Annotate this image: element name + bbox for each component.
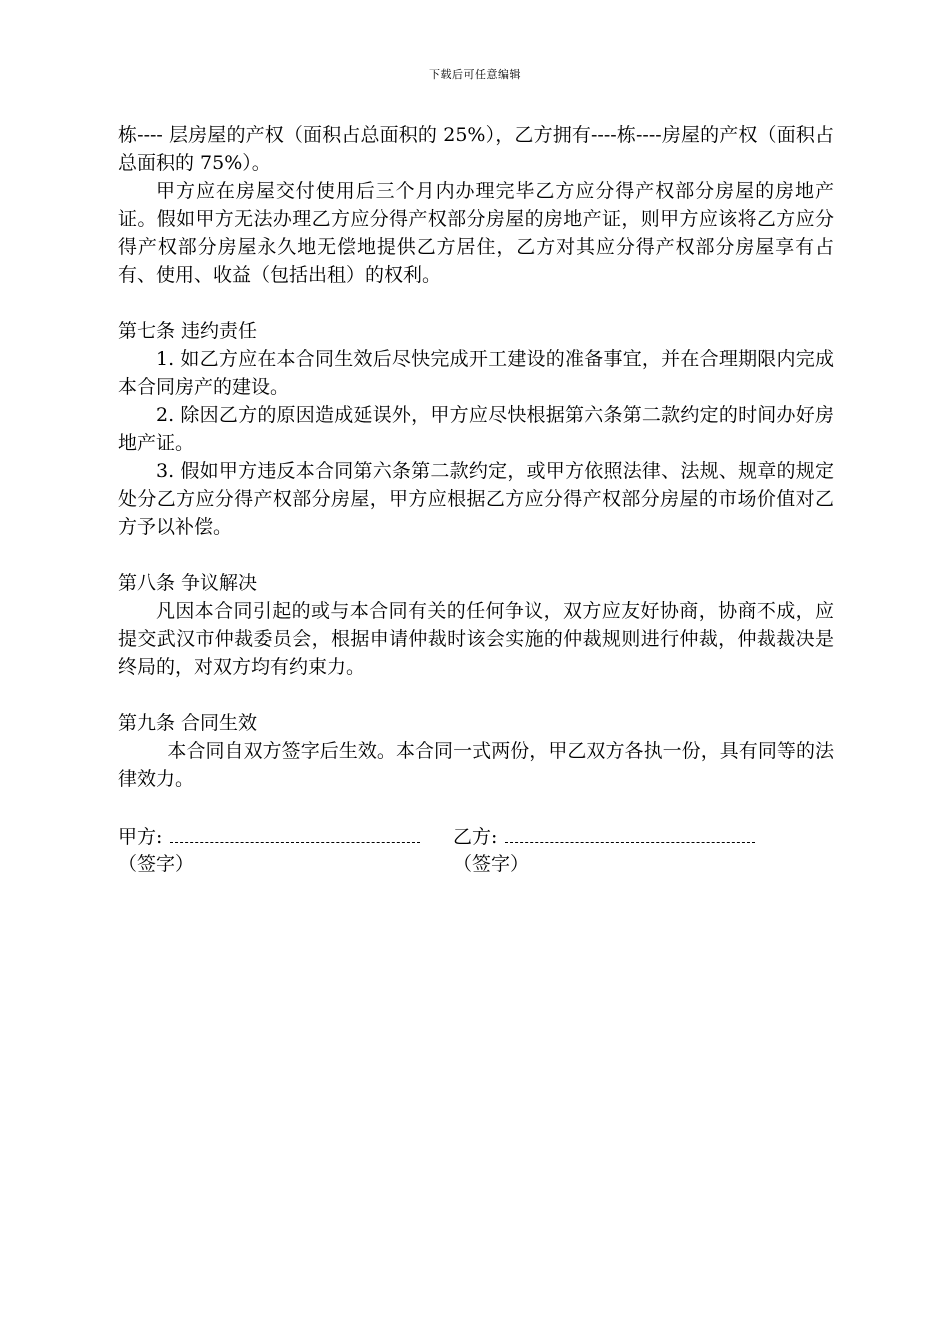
- party-b-label: 乙方:: [453, 826, 498, 848]
- party-a-signature: [118, 823, 420, 877]
- article7-item-1: 1. 如乙方应在本合同生效后尽快完成开工建设的准备事宜，并在合理期限内完成本合同房产的建设。: [118, 348, 834, 398]
- article9-heading: 第九条 合同生效: [118, 712, 258, 734]
- article7-item-3: 3. 假如甲方违反本合同第六条第二款约定，或甲方依照法律、法规、规章的规定处分乙方应分得产权部分房屋，甲方应根据乙方应分得产权部分房屋的市场价值对乙方予以补偿。: [118, 460, 834, 538]
- article6-tail-paragraph-2: 甲方应在房屋交付使用后三个月内办理完毕乙方应分得产权部分房屋的房地产证。假如甲方无法办理乙方应分得产权部分房屋的房地产证，则甲方应该将乙方应分得产权部分房屋永久地无偿地提供乙方居住，乙方对其应分得产权部分房屋享有占有、使用、收益（包括出租）的权利。: [118, 180, 834, 286]
- article6-tail-paragraph-1: 栋---- 层房屋的产权（面积占总面积的 25%），乙方拥有----栋----房屋的产权（面积占总面积的 75%）。: [118, 124, 834, 174]
- party-b-signature-line[interactable]: [505, 824, 755, 843]
- signature-section: [118, 823, 834, 883]
- party-a-signature-line[interactable]: [170, 824, 420, 843]
- article7-heading: 第七条 违约责任: [118, 320, 258, 342]
- document-body: [118, 121, 834, 883]
- party-a-label: 甲方:: [118, 826, 163, 848]
- party-b-signature: [453, 823, 755, 877]
- article7-item-2: 2. 除因乙方的原因造成延误外，甲方应尽快根据第六条第二款约定的时间办好房地产证。: [118, 404, 834, 454]
- party-b-sign-note: （签字）: [453, 853, 530, 875]
- article9-text: 本合同自双方签字后生效。本合同一式两份，甲乙双方各执一份，具有同等的法律效力。: [118, 740, 834, 790]
- article8-text: 凡因本合同引起的或与本合同有关的任何争议，双方应友好协商，协商不成，应提交武汉市仲裁委员会，根据申请仲裁时该会实施的仲裁规则进行仲裁，仲裁裁决是终局的，对双方均有约束力。: [118, 600, 834, 678]
- party-a-sign-note: （签字）: [118, 853, 195, 875]
- article8-heading: 第八条 争议解决: [118, 572, 258, 594]
- page-header: 下载后可任意编辑: [429, 68, 521, 81]
